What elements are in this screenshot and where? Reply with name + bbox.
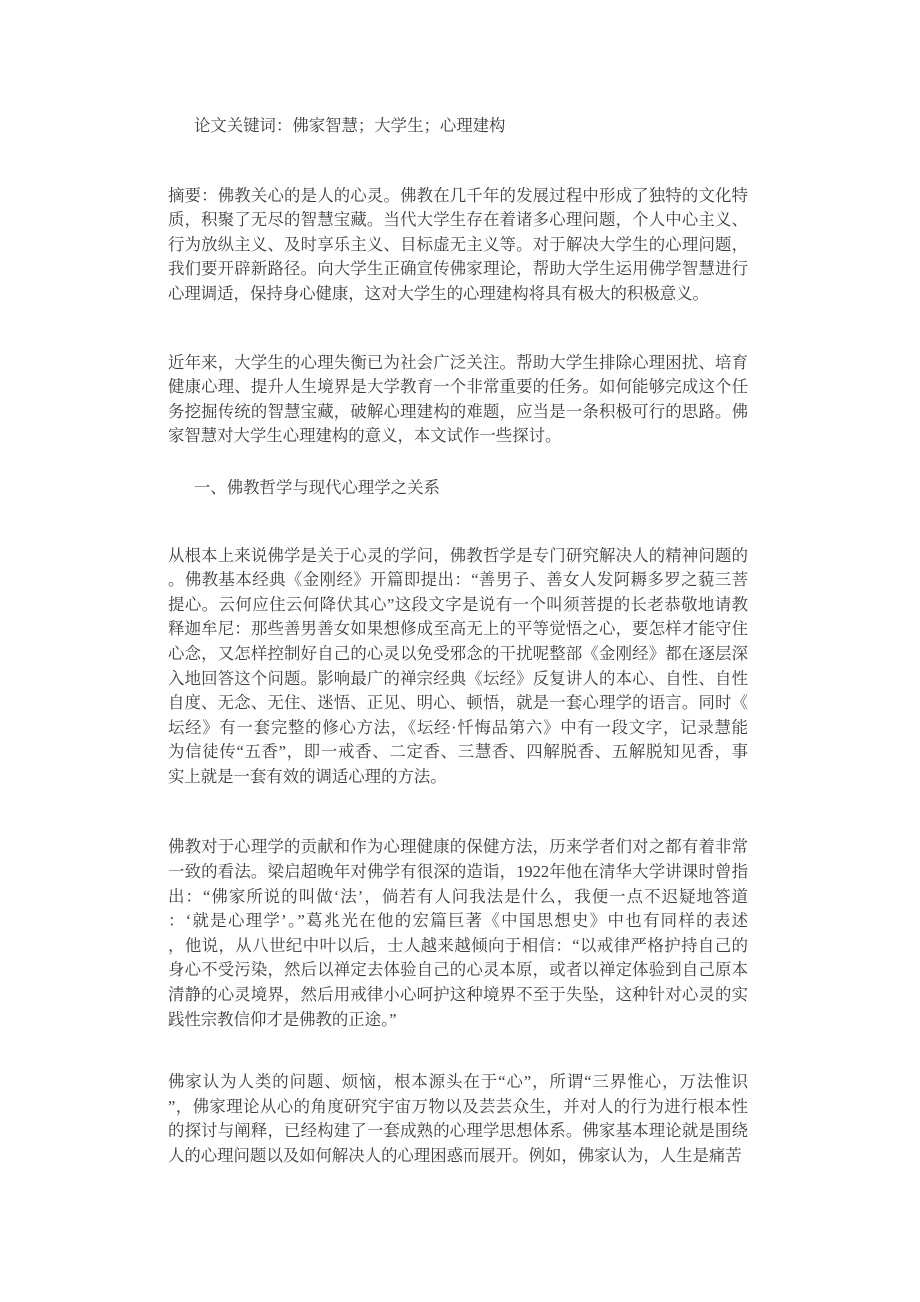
text-line: ，他说，从八世纪中叶以后，士人越来越倾向于相信：“以戒律严格护持自己的 [168,935,748,955]
text-line: 我们要开辟新路径。向大学生正确宣传佛家理论，帮助大学生运用佛学智慧进行 [168,259,748,279]
text-line: 佛教对于心理学的贡献和作为心理健康的保健方法，历来学者们对之都有着非常 [168,837,748,857]
paragraph-scholars-views [168,835,748,1032]
paragraph-recent-years [168,351,748,449]
text-line: 心念，又怎样控制好自己的心灵以免受邪念的干扰呢整部《金刚经》都在逐层深 [168,643,748,663]
text-line: 坛经》有一套完整的修心方法，《坛经·忏悔品第六》中有一段文字，记录慧能 [168,717,748,737]
paragraph-mind-source [168,1070,748,1168]
text-line: 入地回答这个问题。影响最广的禅宗经典《坛经》反复讲人的本心、自性、自性 [168,668,748,688]
text-line: ”，佛家理论从心的角度研究宇宙万物以及芸芸众生，并对人的行为进行根本性 [168,1096,748,1116]
text-line: 家智慧对大学生心理建构的意义，本文试作一些探讨。 [168,426,562,446]
text-line: 心理调适，保持身心健康，这对大学生的心理建构将具有极大的积极意义。 [168,283,709,303]
abstract-paragraph [168,184,748,307]
text-line: 为信徒传“五香”，即一戒香、二定香、三慧香、四解脱香、五解脱知见香，事 [168,742,748,762]
document-content [168,114,748,1169]
text-line: 践性宗教信仰才是佛教的正途。” [168,1009,397,1029]
text-line: 健康心理、提升人生境界是大学教育一个非常重要的任务。如何能够完成这个任 [168,377,748,397]
text-line: 实上就是一套有效的调适心理的方法。 [168,766,447,786]
text-line: 清静的心灵境界，然后用戒律小心呵护这种境界不至于失坠，这种针对心灵的实 [168,985,748,1005]
text-line: 提心。云何应住云何降伏其心”这段文字是说有一个叫须菩提的长老恭敬地请教 [168,594,748,614]
paragraph-buddhist-philosophy [168,544,748,790]
text-line: 近年来，大学生的心理失衡已为社会广泛关注。帮助大学生排除心理困扰、培育 [168,352,748,372]
text-line: 佛家认为人类的问题、烦恼，根本源头在于“心”，所谓“三界惟心，万法惟识 [168,1072,748,1092]
text-line: 从根本上来说佛学是关于心灵的学问，佛教哲学是专门研究解决人的精神问题的 [168,545,748,565]
text-line: 人的心理问题以及如何解决人的心理困惑而展开。例如，佛家认为，人生是痛苦 [168,1146,742,1165]
text-line: 一致的看法。梁启超晚年对佛学有很深的造诣，1922年他在清华大学讲课时曾指 [168,862,748,882]
text-line: 务挖掘传统的智慧宝藏，破解心理建构的难题，应当是一条积极可行的思路。佛 [168,401,748,421]
text-line: 的探讨与阐释，已经构建了一套成熟的心理学思想体系。佛家基本理论就是围绕 [168,1121,748,1141]
text-line: 质，积聚了无尽的智慧宝藏。当代大学生存在着诸多心理问题，个人中心主义、 [168,210,748,230]
text-line: ：‘就是心理学’。”葛兆光在他的宏篇巨著《中国思想史》中也有同样的表述 [168,911,748,931]
text-line: 行为放纵主义、及时享乐主义、目标虚无主义等。对于解决大学生的心理问题， [168,234,748,254]
section-heading: 一、佛教哲学与现代心理学之关系 [194,477,440,497]
text-line: 摘要：佛教关心的是人的心灵。佛教在几千年的发展过程中形成了独特的文化特 [168,185,748,205]
text-line: 自度、无念、无住、迷悟、正见、明心、顿悟，就是一套心理学的语言。同时《 [168,693,748,713]
text-line: 。佛教基本经典《金刚经》开篇即提出：“善男子、善女人发阿耨多罗之藐三菩 [168,570,748,590]
text-line: 释迦牟尼：那些善男善女如果想修成至高无上的平等觉悟之心，要怎样才能守住 [168,619,748,639]
keywords-line: 论文关键词：佛家智慧；大学生；心理建构 [194,116,506,135]
text-line: 出：“佛家所说的叫做‘法’，倘若有人问我法是什么，我便一点不迟疑地答道 [168,886,748,906]
text-line: 身心不受污染，然后以禅定去体验自己的心灵本原，或者以禅定体验到自己原本 [168,960,748,980]
